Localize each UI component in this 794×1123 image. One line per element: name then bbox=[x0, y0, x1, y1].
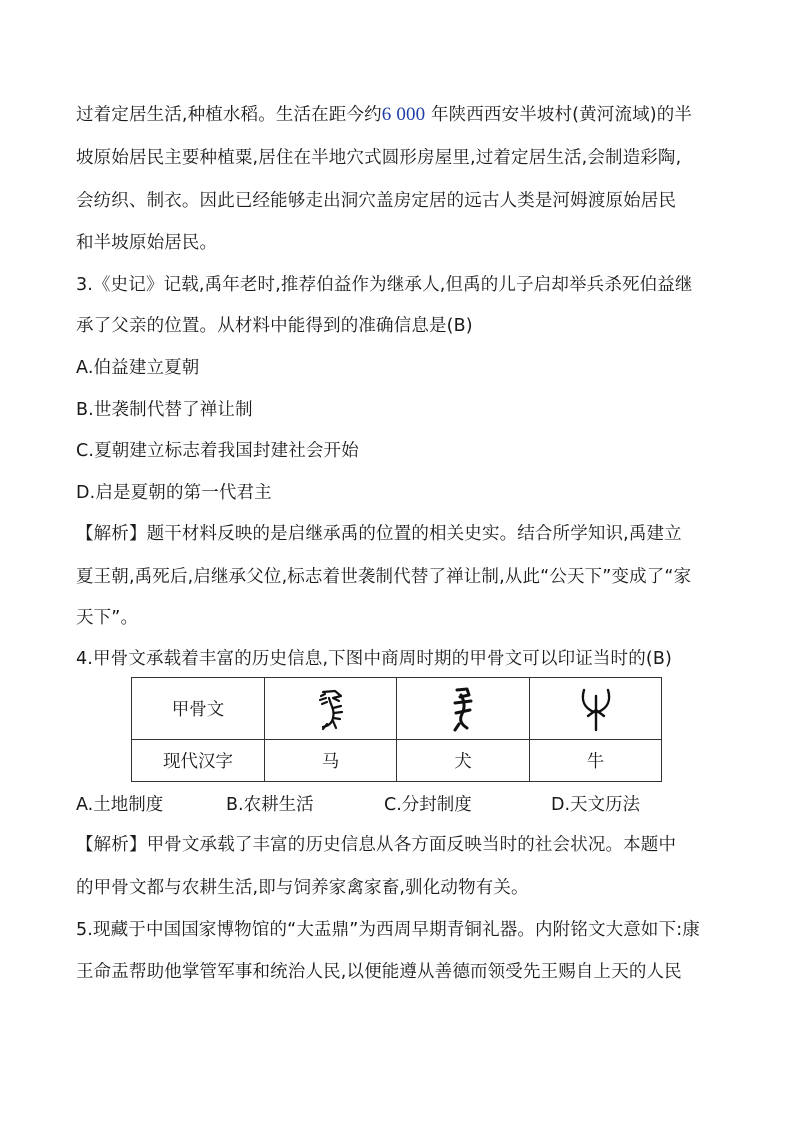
oracle-ox-icon bbox=[578, 686, 614, 732]
table-cell bbox=[397, 678, 530, 740]
text-line: 会纺织、制衣。因此已经能够走出洞穴盖房定居的远古人类是河姆渡原始居民 bbox=[76, 191, 677, 211]
question-5-stem: 5.现藏于中国国家博物馆的“大盂鼎”为西周早期青铜礼器。内附铭文大意如下:康 bbox=[76, 920, 700, 940]
text-segment: 过着定居生活,种植水稻。生活在距今约 bbox=[76, 105, 382, 125]
table-cell bbox=[530, 678, 662, 740]
analysis-text: 天下”。 bbox=[76, 608, 139, 628]
number-segment: 6 000 bbox=[381, 104, 426, 125]
text-line: 和半坡原始居民。 bbox=[76, 233, 218, 253]
question-3-stem: 3.《史记》记载,禹年老时,推荐伯益作为继承人,但禹的儿子启却举兵杀死伯益继 bbox=[76, 275, 693, 295]
analysis-text: 夏王朝,禹死后,启继承父位,标志着世袭制代替了禅让制,从此“公天下”变成了“家 bbox=[76, 567, 692, 587]
oracle-dog-icon bbox=[447, 686, 479, 732]
text-line: 坡原始居民主要种植粟,居住在半地穴式圆形房屋里,过着定居生活,会制造彩陶, bbox=[76, 148, 682, 168]
table-cell: 牛 bbox=[530, 740, 662, 782]
table-row bbox=[132, 740, 662, 782]
table-header-cell: 甲骨文 bbox=[132, 678, 265, 740]
oracle-bone-table bbox=[131, 677, 662, 782]
question-5-stem: 王命盂帮助他掌管军事和统治人民,以便能遵从善德而领受先王赐自上天的人民 bbox=[76, 962, 682, 982]
analysis-text: 【解析】甲骨文承载了丰富的历史信息从各方面反映当时的社会状况。本题中 bbox=[76, 835, 677, 855]
option-a: A.土地制度 bbox=[76, 795, 164, 815]
question-3-stem: 承了父亲的位置。从材料中能得到的准确信息是(B) bbox=[76, 316, 473, 336]
question-4-stem: 4.甲骨文承载着丰富的历史信息,下图中商周时期的甲骨文可以印证当时的(B) bbox=[76, 649, 672, 669]
option-b: B.世袭制代替了禅让制 bbox=[76, 400, 253, 420]
table-header-cell: 现代汉字 bbox=[132, 740, 265, 782]
option-c: C.分封制度 bbox=[384, 795, 472, 815]
oracle-horse-icon bbox=[311, 686, 351, 732]
analysis-text: 【解析】题干材料反映的是启继承禹的位置的相关史实。结合所学知识,禹建立 bbox=[76, 524, 682, 544]
analysis-text: 的甲骨文都与农耕生活,即与饲养家禽家畜,驯化动物有关。 bbox=[76, 878, 529, 898]
text-line bbox=[76, 103, 724, 127]
table-row bbox=[132, 678, 662, 740]
table-cell: 犬 bbox=[397, 740, 530, 782]
table-cell bbox=[265, 678, 397, 740]
table-cell: 马 bbox=[265, 740, 397, 782]
option-d: D.启是夏朝的第一代君主 bbox=[76, 483, 272, 503]
option-a: A.伯益建立夏朝 bbox=[76, 358, 200, 378]
option-d: D.天文历法 bbox=[551, 795, 641, 815]
option-b: B.农耕生活 bbox=[226, 795, 314, 815]
option-c: C.夏朝建立标志着我国封建社会开始 bbox=[76, 441, 359, 461]
text-segment: 年陕西西安半坡村(黄河流域)的半 bbox=[425, 105, 693, 125]
